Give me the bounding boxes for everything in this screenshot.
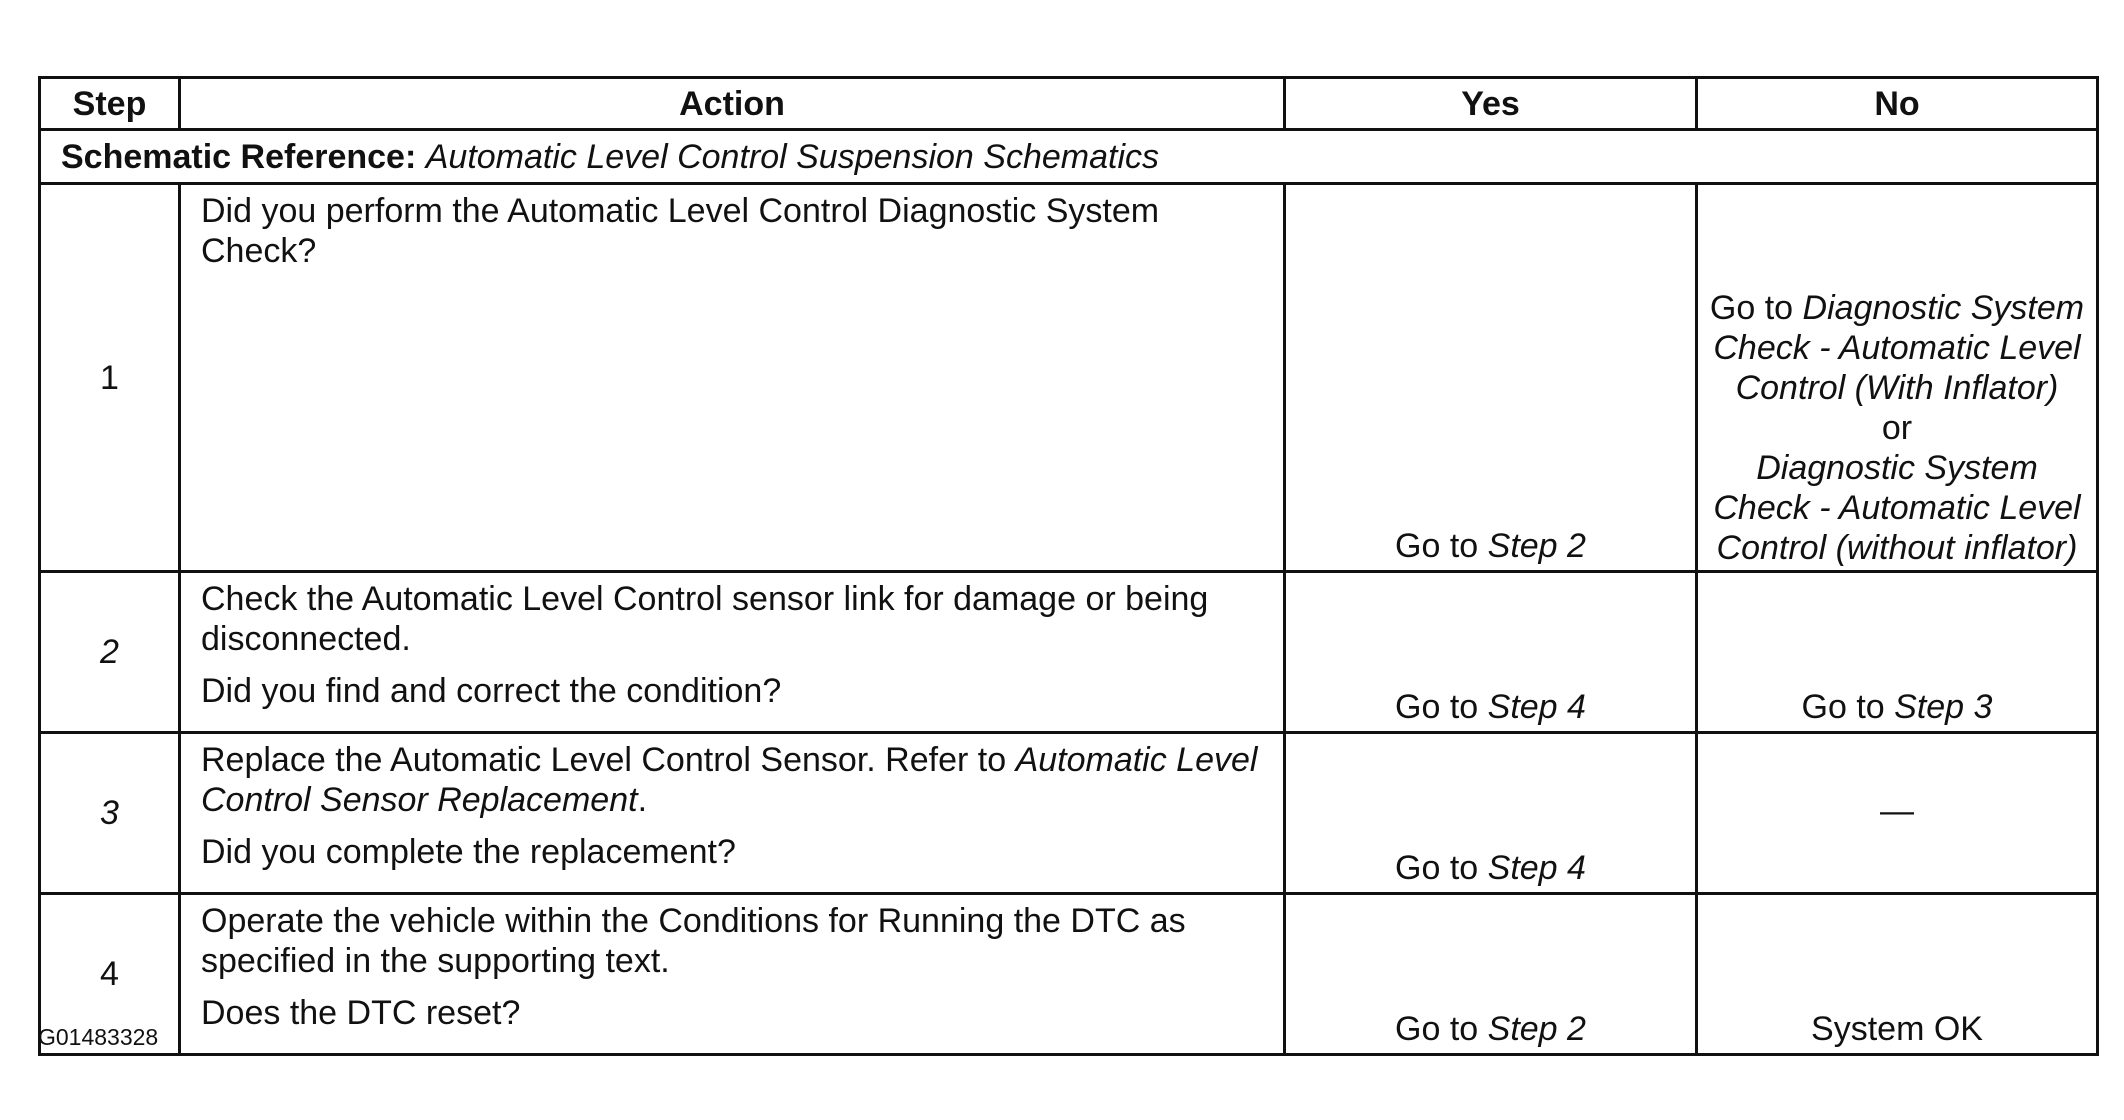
no-link-without-inflator[interactable]: Diagnostic System Check - Automatic Level Control (without inflator)	[1713, 449, 2081, 567]
schematic-reference-label: Schematic Reference:	[61, 137, 417, 176]
table-row-step-3	[40, 733, 2098, 894]
header-no: No	[1697, 78, 2098, 130]
schematic-reference-link[interactable]: Automatic Level Control Suspension Schematics	[425, 137, 1159, 176]
yes-cell	[1285, 572, 1697, 733]
action-text: Did you perform the Automatic Level Control Diagnostic System Check?	[201, 192, 1160, 270]
step-number: 4	[40, 894, 180, 1055]
yes-link[interactable]: Step 4	[1487, 688, 1586, 726]
diagnostic-table	[38, 76, 2099, 1056]
action-cell	[180, 733, 1285, 894]
yes-link[interactable]: Step 2	[1487, 527, 1586, 565]
yes-link[interactable]: Step 2	[1487, 1010, 1586, 1048]
no-cell: —	[1697, 733, 2098, 894]
action-text: Replace the Automatic Level Control Sensor. Refer to	[201, 741, 1016, 779]
yes-cell	[1285, 733, 1697, 894]
schematic-reference	[40, 130, 2098, 184]
header-step: Step	[40, 78, 180, 130]
step-number: 1	[40, 184, 180, 572]
header-action: Action	[180, 78, 1285, 130]
table-row-step-2	[40, 572, 2098, 733]
action-cell	[180, 572, 1285, 733]
schematic-reference-row	[40, 130, 2098, 184]
step-number: 2	[40, 572, 180, 733]
yes-prefix: Go to	[1395, 527, 1488, 565]
no-link[interactable]: Step 3	[1894, 688, 1993, 726]
action-cell	[180, 894, 1285, 1055]
yes-prefix: Go to	[1395, 1010, 1488, 1048]
action-text-block	[201, 740, 1265, 820]
no-cell	[1697, 184, 2098, 572]
no-cell	[1697, 572, 2098, 733]
action-question: Does the DTC reset?	[201, 994, 521, 1032]
action-text: Check the Automatic Level Control sensor link for damage or being disconnected.	[201, 580, 1209, 658]
yes-prefix: Go to	[1395, 849, 1488, 887]
yes-prefix: Go to	[1395, 688, 1488, 726]
figure-id: G01483328	[38, 1024, 159, 1050]
header-yes: Yes	[1285, 78, 1697, 130]
table-row-step-1	[40, 184, 2098, 572]
yes-cell	[1285, 894, 1697, 1055]
action-question: Did you find and correct the condition?	[201, 672, 782, 710]
no-cell: System OK	[1697, 894, 2098, 1055]
no-prefix: Go to	[1801, 688, 1895, 726]
step-number: 3	[40, 733, 180, 894]
header-row	[40, 78, 2098, 130]
no-link-with-inflator[interactable]: Diagnostic System Check - Automatic Level Control (With Inflator)	[1713, 289, 2085, 407]
action-text: Operate the vehicle within the Conditions for Running the DTC as specified in the supporting text.	[201, 902, 1186, 980]
action-end: .	[637, 781, 648, 819]
action-link[interactable]: Automatic Level Control Sensor Replacement	[201, 741, 1258, 819]
table-row-step-4	[40, 894, 2098, 1055]
action-question: Did you complete the replacement?	[201, 833, 736, 871]
no-prefix: Go to	[1709, 289, 1803, 327]
no-or: or	[1881, 409, 1913, 447]
action-cell	[180, 184, 1285, 572]
yes-link[interactable]: Step 4	[1487, 849, 1586, 887]
yes-cell	[1285, 184, 1697, 572]
